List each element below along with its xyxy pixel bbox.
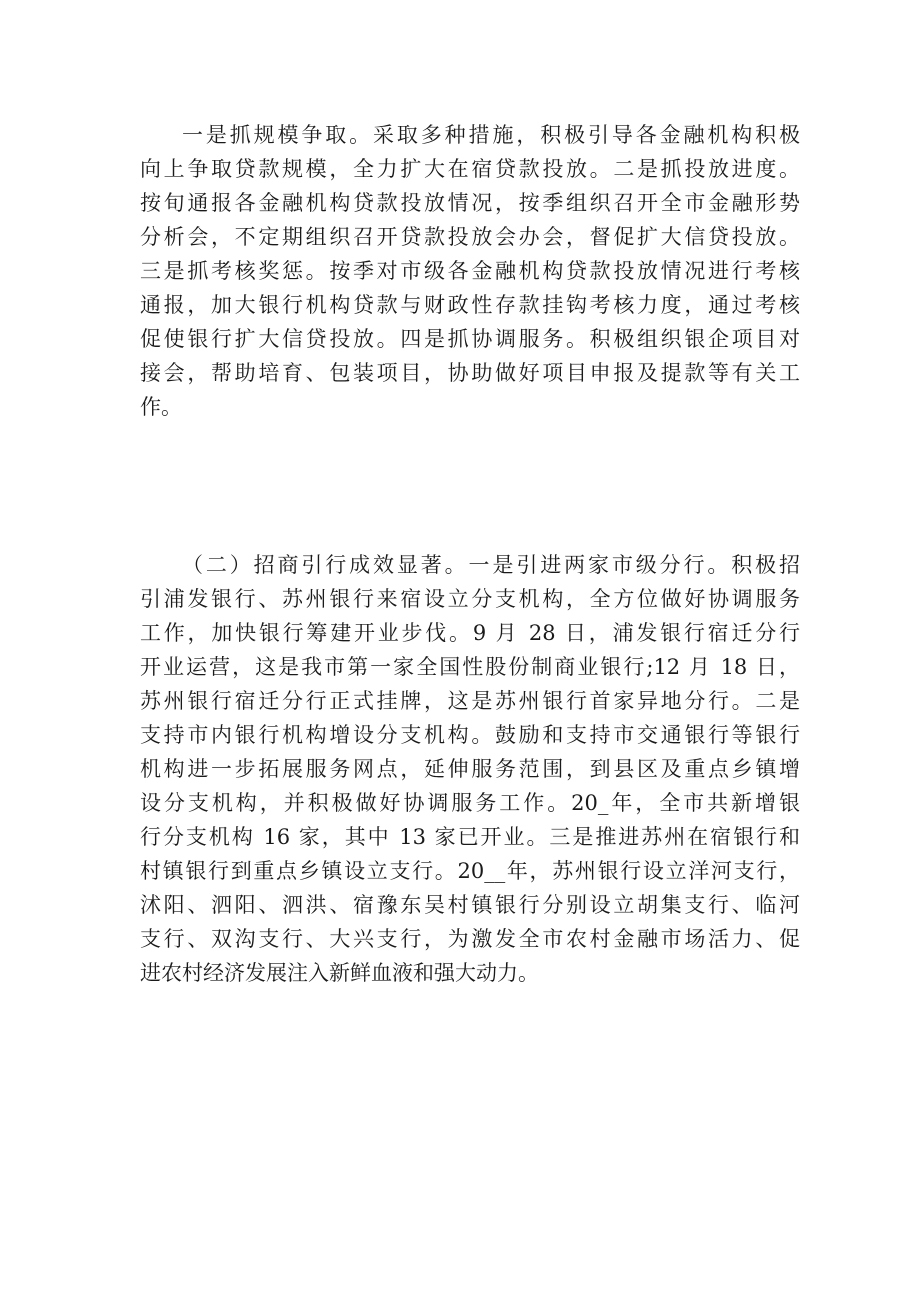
text-line: 支持市内银行机构增设分支机构。鼓励和支持市交通银行等银行 xyxy=(140,723,800,747)
text-line: 通报，加大银行机构贷款与财政性存款挂钩考核力度，通过考核 xyxy=(140,293,800,317)
text-line: 机构进一步拓展服务网点，延伸服务范围，到县区及重点乡镇增 xyxy=(140,757,800,781)
text-line: 分析会，不定期组织召开贷款投放会办会，督促扩大信贷投放。 xyxy=(140,225,800,249)
text-line: 工作，加快银行筹建开业步伐。9 月 28 日，浦发银行宿迁分行 xyxy=(140,621,800,645)
text-line: 行分支机构 16 家，其中 13 家已开业。三是推进苏州在宿银行和 xyxy=(140,825,800,849)
paragraph-loan-measures xyxy=(140,118,800,424)
text-line: 向上争取贷款规模，全力扩大在宿贷款投放。二是抓投放进度。 xyxy=(140,157,800,181)
text-line: （二）招商引行成效显著。一是引进两家市级分行。积极招 xyxy=(182,553,800,577)
text-line: 支行、双沟支行、大兴支行，为激发全市农村金融市场活力、促 xyxy=(140,927,800,951)
text-line: 引浦发银行、苏州银行来宿设立分支机构，全方位做好协调服务 xyxy=(140,587,800,611)
paragraph-bank-attraction xyxy=(140,548,800,990)
text-line: 促使银行扩大信贷投放。四是抓协调服务。积极组织银企项目对 xyxy=(140,327,800,351)
text-line: 三是抓考核奖惩。按季对市级各金融机构贷款投放情况进行考核 xyxy=(140,259,800,283)
text-line: 按旬通报各金融机构贷款投放情况，按季组织召开全市金融形势 xyxy=(140,191,800,215)
text-line: 作。 xyxy=(140,395,182,419)
text-line: 一是抓规模争取。采取多种措施，积极引导各金融机构积极 xyxy=(182,123,800,147)
text-line: 开业运营，这是我市第一家全国性股份制商业银行;12 月 18 日， xyxy=(140,655,800,679)
text-line: 接会，帮助培育、包装项目，协助做好项目申报及提款等有关工 xyxy=(140,361,800,385)
text-line: 苏州银行宿迁分行正式挂牌，这是苏州银行首家异地分行。二是 xyxy=(140,689,800,713)
text-line: 进农村经济发展注入新鲜血液和强大动力。 xyxy=(140,961,539,985)
text-line: 沭阳、泗阳、泗洪、宿豫东吴村镇银行分别设立胡集支行、临河 xyxy=(140,893,800,917)
text-line: 设分支机构，并积极做好协调服务工作。20_年，全市共新增银 xyxy=(140,791,800,815)
text-line: 村镇银行到重点乡镇设立支行。20__年，苏州银行设立洋河支行， xyxy=(140,859,800,883)
